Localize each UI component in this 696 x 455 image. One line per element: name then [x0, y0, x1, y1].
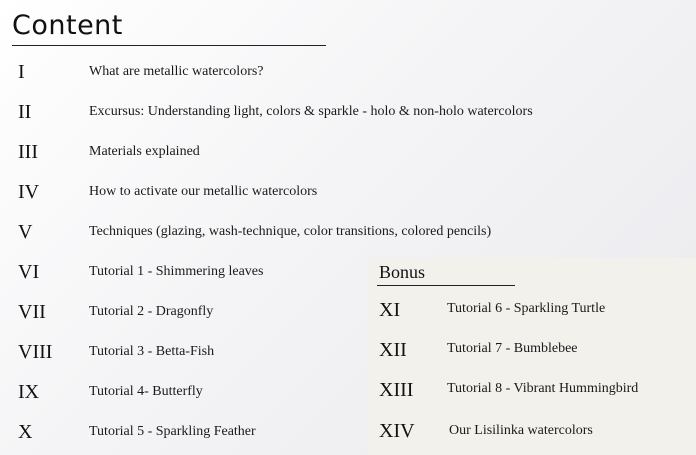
- bonus-item-text: Tutorial 8 - Vibrant Hummingbird: [447, 381, 639, 396]
- bonus-numeral: XI: [379, 299, 401, 321]
- toc-numeral: I: [18, 61, 25, 83]
- toc-numeral: IV: [18, 181, 40, 203]
- bonus-divider: [377, 285, 515, 286]
- toc-item-text: Techniques (glazing, wash-technique, color transitions, colored pencils): [89, 224, 492, 239]
- bonus-item-text: Tutorial 6 - Sparkling Turtle: [447, 301, 606, 316]
- toc-row: [0, 219, 690, 249]
- toc-item-text: How to activate our metallic watercolors: [89, 184, 318, 199]
- toc-item-text: Excursus: Understanding light, colors & sparkle - holo & non-holo watercolors: [89, 104, 533, 119]
- toc-numeral: V: [18, 221, 33, 243]
- title-divider: [12, 45, 326, 46]
- toc-numeral: III: [18, 141, 38, 163]
- bonus-numeral: XII: [379, 339, 407, 361]
- toc-row: [0, 339, 690, 369]
- toc-numeral: II: [18, 101, 32, 123]
- bonus-item-text: Our Lisilinka watercolors: [449, 423, 593, 438]
- toc-numeral: IX: [18, 381, 40, 403]
- toc-numeral: VI: [18, 261, 40, 283]
- toc-item-text: Tutorial 3 - Betta-Fish: [89, 344, 215, 359]
- bonus-item-text: Tutorial 7 - Bumblebee: [447, 341, 578, 356]
- page-title: Content: [12, 10, 123, 41]
- bonus-numeral: XIII: [379, 379, 414, 401]
- toc-item-text: Tutorial 4- Butterfly: [89, 384, 203, 399]
- toc-row: [0, 139, 690, 169]
- toc-row: [0, 179, 690, 209]
- bonus-numeral: XIV: [379, 420, 415, 442]
- toc-item-text: Materials explained: [89, 144, 200, 159]
- toc-row: [0, 259, 690, 289]
- toc-numeral: VII: [18, 301, 46, 323]
- toc-row: [0, 59, 690, 89]
- bonus-heading: Bonus: [379, 262, 426, 282]
- toc-numeral: VIII: [18, 341, 53, 363]
- toc-item-text: What are metallic watercolors?: [89, 64, 264, 79]
- toc-row: [0, 99, 690, 129]
- toc-item-text: Tutorial 1 - Shimmering leaves: [89, 264, 264, 279]
- toc-item-text: Tutorial 5 - Sparkling Feather: [89, 424, 256, 439]
- toc-item-text: Tutorial 2 - Dragonfly: [89, 304, 214, 319]
- toc-numeral: X: [18, 421, 33, 443]
